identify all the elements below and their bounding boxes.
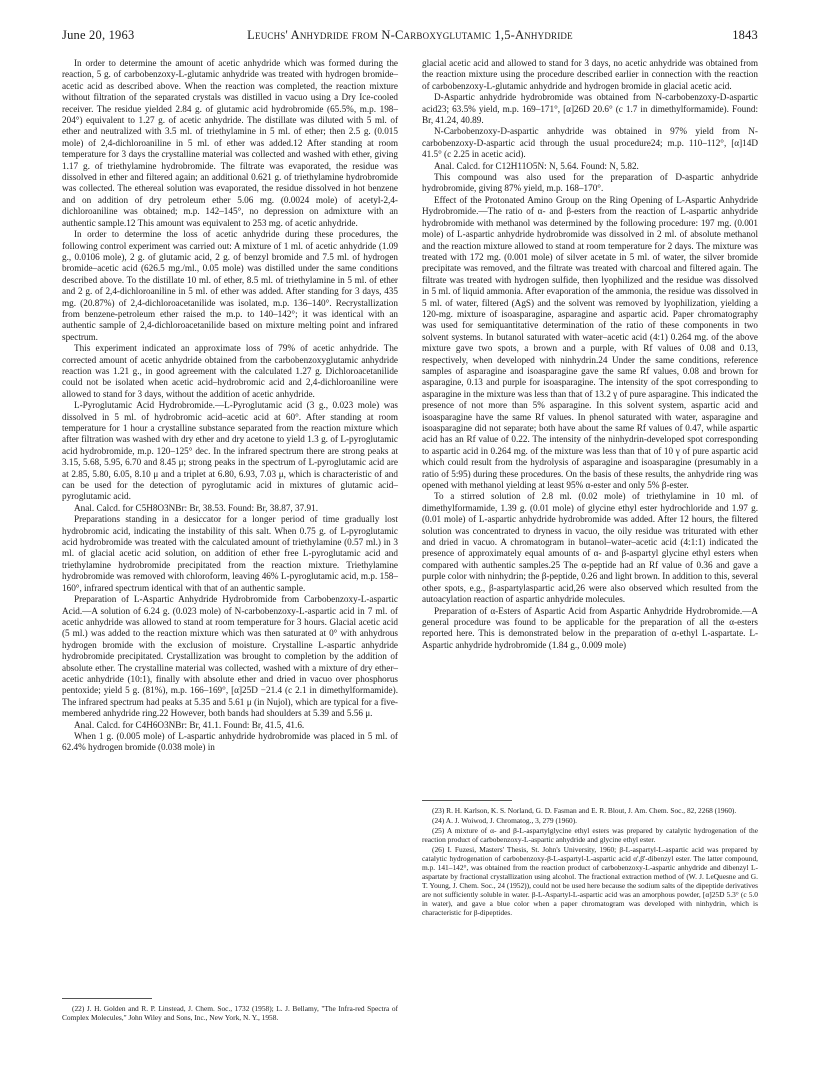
- footnote: (22) J. H. Golden and R. P. Linstead, J. Chem. Soc., 1732 (1958); L. J. Bellamy, "The Infra-red Spectra of Complex Molecules," John Wiley and Sons, Inc., New York, N. Y., 1958.: [62, 1004, 398, 1023]
- footnote-rule: [62, 998, 152, 999]
- page-number: 1843: [732, 28, 758, 42]
- paragraph: This experiment indicated an approximate loss of 79% of acetic anhydride. The corrected amount of acetic anhydride obtained from the carbobenzoxyglutamic anhydride reaction was 1.21 g., in good agreement with the calculated 1.27 g. Dichloroacetanilide could not be isolated when acetic acid–hydrobromic acid and 2,4-dichloroaniline were allowed to stand for 3 days, without the addition of acetic anhydride.: [62, 343, 398, 399]
- paragraph: This compound was also used for the preparation of D-aspartic anhydride hydrobromide, giving 87% yield, m.p. 168–170°.: [422, 172, 758, 194]
- page-header: [62, 28, 758, 46]
- footnote: (24) A. J. Woiwod, J. Chromatog., 3, 279 (1960).: [432, 816, 578, 826]
- paragraph: D-Aspartic anhydride hydrobromide was obtained from N-carbobenzoxy-D-aspartic acid23; 63.5% yield, m.p. 169–171°, [α]26D 20.6° (c 1.7 in dimethylformamide). Found: Br, 41.24, 40.89.: [422, 92, 758, 126]
- issue-date: June 20, 1963: [62, 28, 135, 42]
- paragraph: N-Carbobenzoxy-D-aspartic anhydride was obtained in 97% yield from N-carbobenzoxy-D-aspartic acid through the usual procedure24; m.p. 110–112°, [α]14D 41.5° (c 2.25 in acetic acid).: [422, 126, 758, 160]
- paragraph: Preparation of α-Esters of Aspartic Acid from Aspartic Anhydride Hydrobromide.—A general procedure was found to be applicable for the preparation of all the α-esters reported here. This is demonstrated below in the preparation of α-ethyl L-aspartate. L-Aspartic anhydride hydrobromide (1.84 g., 0.009 mole): [422, 605, 758, 650]
- paragraph: glacial acetic acid and allowed to stand for 3 days, no acetic anhydride was obtained from the reaction mixture using the procedure described earlier in connection with the reaction of carbobenzoxy-L-glutamic anhydride and hydrogen bromide in glacial acetic acid.: [422, 58, 758, 91]
- paragraph: Effect of the Protonated Amino Group on the Ring Opening of L-Aspartic Anhydride Hydrobromide.—The ratio of α- and β-esters from the reaction of L-aspartic anhydride hydrobromide with methanol was determined by the following procedure: 197 mg. (0.001 mole) of L-aspartic anhydride hydrobromide was dissolved in 2 ml. of absolute methanol and the reaction mixture allowed to stand at room temperature for 2 days. The mixture was treated with 172 mg. (0.001 mole) of silver acetate in 5 ml. of water, the silver bromide precipitate was removed, and the filtrate was treated with charcoal and filtered again. The filtrate was treated with hydrogen sulfide, then lyophilized and the residue was dissolved in 5 ml. of liquid ammonia. After evaporation of the ammonia, the residue was dissolved in 5 ml. of water, filtered (AgS) and the solvent was removed by lyophilization, yielding a 120-mg. mixture of isoasparagine, asparagine and aspartic acid. Paper chromatography was used for semiquantitative determination of the ratio of these components in two solvent systems. In butanol saturated with water–acetic acid (4:1) 0.264 mg. of the above mixture gave two spots, a brown and a purple, with Rf values of 0.08 and 0.13, respectively, when developed with ninhydrin.24 Under the same conditions, reference samples of asparagine and isoasparagine gave the same Rf values, 0.08 and brown for asparagine, 0.13 and purple for isoasparagine. The intensity of the spot corresponding to asparagine in the mixture was less than that of 13.2 γ of pure asparagine. This indicated the presence of not more than 5% asparagine. In this solvent system, aspartic acid and isoasparagine have the same Rf values. In phenol saturated with water, asparagine and isoasparagine did not separate; both have about the same Rf values of 0.47, while aspartic acid has an Rf value of 0.22. The intensity of the ninhydrin-developed spot corresponding to aspartic acid in 0.264 mg. of the mixture was less than that of 10 γ of pure aspartic acid which could result from the hydrolysis of asparagine and isoasparagine (presumably in a ratio of 5:95) during these procedures. On the basis of these results, the anhydride ring was opened with methanol yielding at least 95% α-ester and only 5% β-ester.: [422, 194, 758, 491]
- paragraph: Anal. Calcd. for C4H6O3NBr: Br, 41.1. Found: Br, 41.5, 41.6.: [74, 719, 305, 730]
- running-title: Leuchs' Anhydride from N-Carboxyglutamic 1,5-Anhydride: [247, 28, 573, 42]
- paragraph: Anal. Calcd. for C12H11O5N: N, 5.64. Found: N, 5.82.: [434, 160, 639, 171]
- paragraph: To a stirred solution of 2.8 ml. (0.02 mole) of triethylamine in 10 ml. of dimethylformamide, 1.39 g. (0.01 mole) of glycine ethyl ester hydrochloride and 1.97 g. (0.01 mole) of L-aspartic anhydride hydrobromide was added. After 12 hours, the filtered solution was concentrated to dryness in vacuo, the oily residue was triturated with ether and dried in vacuo. A chromatogram in butanol–water–acetic acid (4:1:1) indicated the presence of approximately equal amounts of α- and β-aspartyl glycine ethyl esters when compared with authentic samples.25 The α-peptide had an Rf value of 0.36 and gave a purple color with ninhydrin; the β-peptide, 0.26 and light brown. In addition to this, several other spots, e.g., β-aspartylaspartic acid,26 were also observed which resulted from the autoacylation reaction of aspartic anhydride molecules.: [422, 491, 758, 605]
- paragraph: In order to determine the amount of acetic anhydride which was formed during the reaction, 5 g. of carbobenzoxy-L-glutamic anhydride was treated with hydrogen bromide–acetic acid as described above. When the reaction was completed, the reaction mixture without filtration of the separated crystals was distilled in vacuo using a Dry Ice-cooled receiver. The residue yielded 2.84 g. of glutamic acid hydrobromide (65.5%, m.p. 198–204°) equivalent to 1.27 g. of acetic anhydride. The distillate was diluted with 5 ml. of ether and neutralized with 3.5 ml. of triethylamine in 5 ml. of ether; then 2.5 g. (0.015 mole) of 2,4-dichloroaniline in 5 ml. of ether was added.12 After standing at room temperature for 3 days the crystalline material was collected and washed with ether, giving 1.17 g. of triethylamine hydrobromide. The filtrate was evaporated, the residue was dissolved in ether and filtered again; an additional 0.621 g. of triethylamine hydrobromide was collected. The ethereal solution was evaporated, the residue dissolved in hot benzene and on addition of dry petroleum ether 5.06 mg. (0.0024 mole) of acetyl-2,4-dichloroaniline was obtained; m.p. 142–145°, no depression on admixture with an authentic sample.12 This amount was equivalent to 253 mg. of acetic anhydride.: [62, 58, 398, 228]
- right-column: [422, 58, 758, 651]
- paragraph: L-Pyroglutamic Acid Hydrobromide.—L-Pyroglutamic acid (3 g., 0.023 mole) was dissolved in 5 ml. of hydrobromic acid–acetic acid at 60°. After standing at room temperature for 1 hour a crystalline substance separated from the reaction mixture which after filtration was washed with dry ether and dry acetone to yield 1.3 g. of L-pyroglutamic acid hydrobromide, m.p. 120–125° dec. In the infrared spectrum there are strong peaks at 3.15, 5.68, 5.95, 6.70 and 8.45 μ; strong peaks in the spectrum of L-pyroglutamic acid are at 2.85, 5.80, 6.05, 8.10 μ and a triplet at 6.80, 6.93, 7.03 μ, which is characteristic of and can be used for the detection of pyroglutamic acid in mixtures of glutamic acid–pyroglutamic acid.: [62, 400, 398, 502]
- footnotes-right: [422, 806, 758, 918]
- footnote-rule: [422, 800, 512, 801]
- footnote: (23) R. H. Karlson, K. S. Norland, G. D. Fasman and E. R. Blout, J. Am. Chem. Soc., 82, 2268 (1960).: [432, 806, 737, 815]
- paragraph: When 1 g. (0.005 mole) of L-aspartic anhydride hydrobromide was placed in 5 ml. of 62.4% hydrogen bromide (0.038 mole) in: [62, 730, 398, 753]
- paragraph: Preparation of L-Aspartic Anhydride Hydrobromide from Carbobenzoxy-L-aspartic Acid.—A solution of 6.24 g. (0.023 mole) of N-carbobenzoxy-L-aspartic acid in 7 ml. of acetic anhydride was allowed to stand at room temperature for 3 hours. Glacial acetic acid (5 ml.) was added to the reaction mixture which was then saturated at 0° with anhydrous hydrogen bromide with the exclusion of moisture. Crystalline L-aspartic anhydride hydrobromide precipitated. Crystallization was brought to completion by the addition of absolute ether. The crystalline material was collected, washed with a mixture of dry ether–acetic anhydride (10:1), finally with absolute ether and dried in vacuo over phosphorus pentoxide; yield 5 g. (81%), m.p. 166–169°, [α]25D −21.4 (c 2.1 in dimethylformamide). The infrared spectrum had peaks at 5.35 and 5.61 μ (in Nujol), which are typical for a five-membered anhydride ring.22 However, both bands had shoulders at 5.39 and 5.56 μ.: [62, 594, 398, 719]
- paragraph: Preparations standing in a desiccator for a longer period of time gradually lost hydrobromic acid, indicating the instability of this salt. When 0.75 g. of L-pyroglutamic acid hydrobromide was treated with the calculated amount of triethylamine (0.57 ml.) in 3 ml. of glacial acetic acid solution, on addition of ether free L-pyroglutamic acid and triethylamine hydrobromide precipitated from the reaction mixture. Triethylamine hydrobromide was removed with chloroform, leaving 46% L-pyroglutamic acid, m.p. 158–160°, infrared spectrum identical with that of an authentic sample.: [62, 514, 398, 593]
- left-column: [62, 58, 398, 754]
- paragraph: Anal. Calcd. for C5H8O3NBr: Br, 38.53. Found: Br, 38.87, 37.91.: [74, 502, 318, 513]
- paragraph: In order to determine the loss of acetic anhydride during these procedures, the following control experiment was carried out: A mixture of 1 ml. of acetic anhydride (1.09 g., 0.0106 mole), 2 g. of glutamic acid, 2 g. of benzyl bromide and 7.5 ml. of hydrogen bromide–acetic acid (626.5 mg./ml., 0.05 mole) was distilled under the same conditions described above. To the distillate 10 ml. of ether, 8.5 ml. of triethylamine in 5 ml. of ether and 2 g. of 2,4-dichloroaniline in 5 ml. of ether was added. After standing for 3 days, 435 mg. (20.87%) of 2,4-dichloroacetanilide was isolated, m.p. 136–140°. Recrystallization from benzene-petroleum ether raised the m.p. to 140–142°; it was identical with an authentic sample of 2,4-dichloroacetanilide based on mixture melting point and infrared spectrum.: [62, 229, 398, 342]
- footnote: (26) I. Fuzesi, Masters' Thesis, St. John's University, 1960; β-L-aspartyl-L-aspartic acid was prepared by catalytic hydrogenation of carbobenzoxy-β-L-aspartyl-L-aspartic acid α',β'-dibenzyl ester. The latter compound, m.p. 141–142°, was obtained from the reaction product of carbobenzoxy-L-aspartic anhydride and dibenzyl L-aspartate by fractional crystallization using alcohol. The fractional extraction method of (W. J. LeQuesne and G. T. Young, J. Chem. Soc., 24 (1952)), could not be used here because the sodium salts of the dipeptide derivatives are not sufficiently soluble in water. β-L-Aspartyl-L-aspartic acid was an amorphous powder, [α]25D 5.3° (c 5.0 in water), and gave a blue color when a paper chromatogram was developed with ninhydrin, which is characteristic for β-dipeptides.: [422, 845, 758, 918]
- footnotes-left: [62, 1004, 398, 1023]
- footnote: (25) A mixture of α- and β-L-aspartylglycine ethyl esters was prepared by catalytic hydrogenation of the reaction product of carbobenzoxy-L-aspartic anhydride and glycine ethyl ester.: [422, 826, 758, 845]
